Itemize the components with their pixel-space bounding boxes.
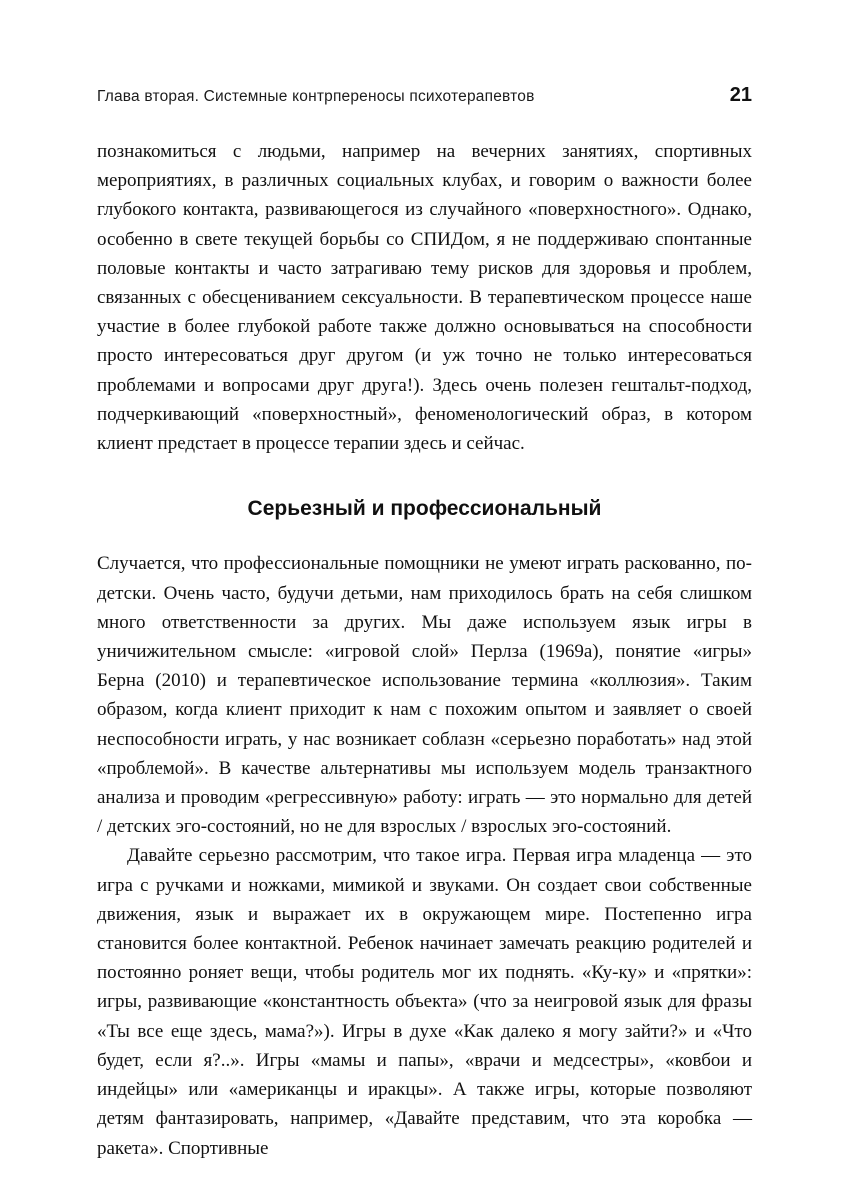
page-body bbox=[97, 137, 752, 1163]
page-number: 21 bbox=[729, 84, 752, 106]
running-header bbox=[97, 84, 752, 107]
body-paragraph-serious: Случается, что профессиональные помощники не умеют играть раскованно, по-детски. Очень часто, будучи детьми, нам приходилось брать на себя слишком много ответственности за других. Мы даже используем язык игры в уничижительном смысле: «игровой слой» Перлза (1969а), понятие «игры» Берна (2010) и терапевтическое использование термина «коллюзия». Таким образом, когда клиент приходит к нам с похожим опытом и заявляет о своей неспособности играть, у нас возникает соблазн «серьезно поработать» над этой «проблемой». В качестве альтернативы мы используем модель транзактного анализа и проводим «регрессивную» работу: играть — это нормально для детей / детских эго-состояний, но не для взрослых / взрослых эго-состояний. bbox=[97, 553, 752, 838]
section-heading: Серьезный и профессиональный bbox=[247, 497, 602, 521]
body-paragraph-continuation: познакомиться с людьми, например на вечерних занятиях, спортивных мероприятиях, в различных социальных клубах, и говорим о важности более глубокого контакта, развивающегося из случайного «поверхностного». Однако, особенно в свете текущей борьбы со СПИДом, я не поддерживаю спонтанные половые контакты и часто затрагиваю тему рисков для здоровья и проблем, связанных с обесцениванием сексуальности. В терапевтическом процессе наше участие в более глубокой работе также должно основываться на способности просто интересоваться друг другом (и уж точно не только интересоваться проблемами и вопросами друг друга!). Здесь очень полезен гештальт-подход, подчеркивающий «поверхностный», феноменологический образ, в котором клиент предстает в процессе терапии здесь и сейчас. bbox=[97, 141, 752, 455]
body-paragraph-game: Давайте серьезно рассмотрим, что такое игра. Первая игра младенца — это игра с ручками и ножками, мимикой и звуками. Он создает свои собственные движения, язык и выражает их в окружающем мире. Постепенно игра становится более контактной. Ребенок начинает замечать реакцию родителей и постоянно роняет вещи, чтобы родитель мог их поднять. «Ку-ку» и «прятки»: игры, развивающие «константность объекта» (что за неигровой язык для фразы «Ты все еще здесь, мама?»). Игры в духе «Как далеко я могу зайти?» и «Что будет, если я?..». Игры «мамы и папы», «врачи и медсестры», «ковбои и индейцы» или «американцы и иракцы». А также игры, которые позволяют детям фантазировать, например, «Давайте представим, что эта коробка — ракета». Спортивные bbox=[97, 845, 752, 1159]
chapter-running-title: Глава вторая. Системные контрпереносы психотерапевтов bbox=[97, 88, 535, 105]
